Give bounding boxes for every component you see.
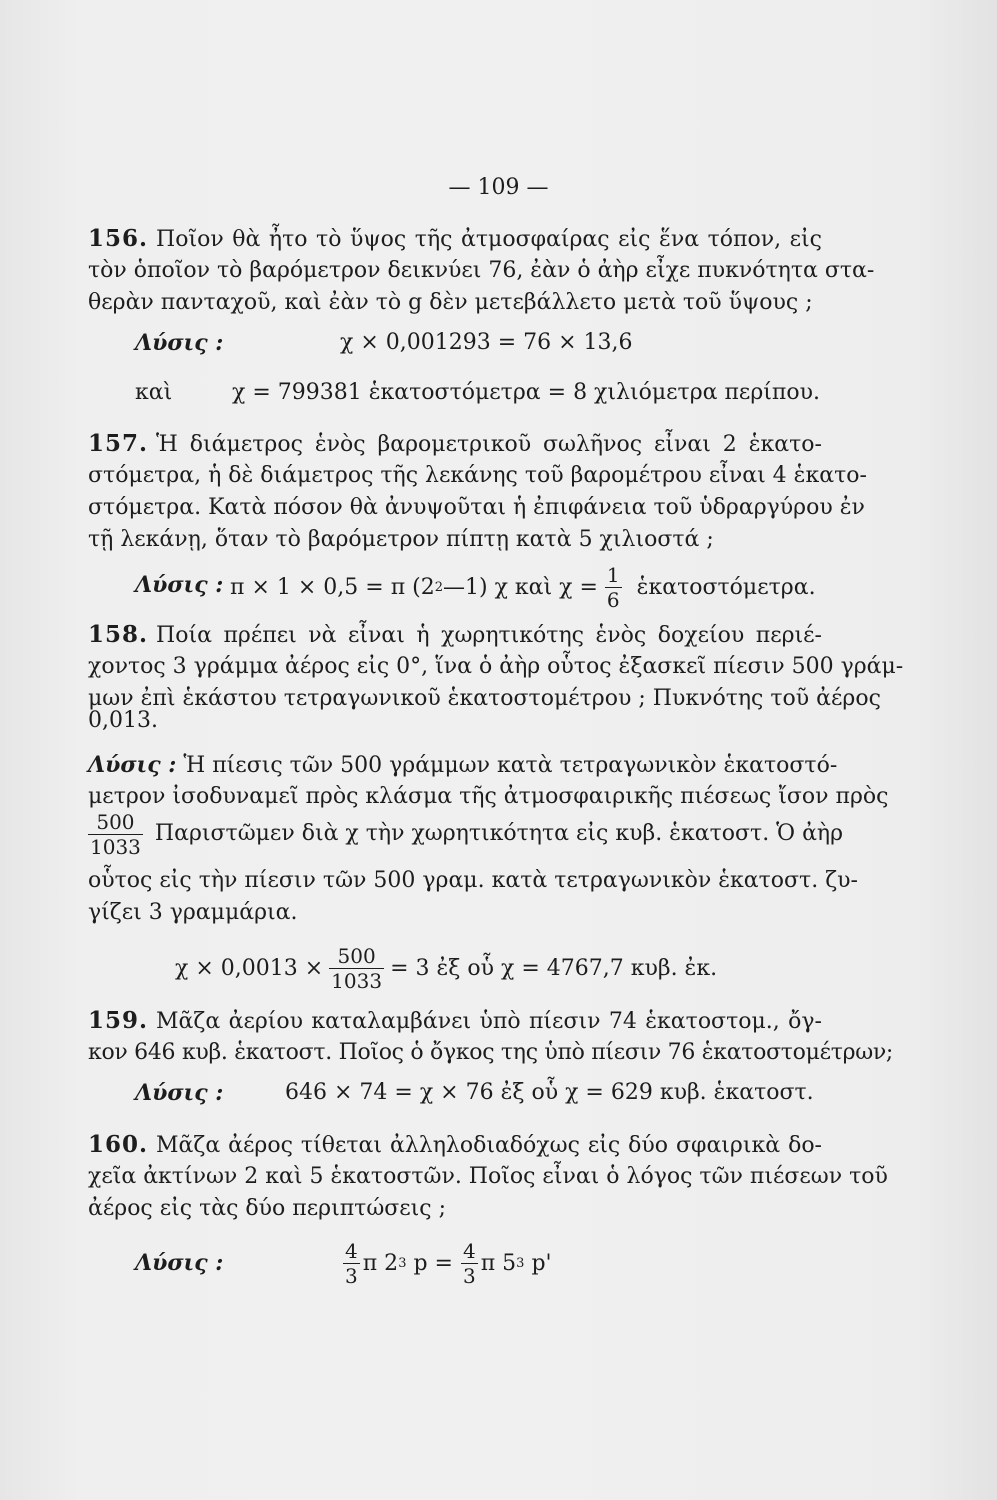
fraction-500-1033: $\frac{500}{1033}$ xyxy=(331,943,383,993)
problem-number: 159. xyxy=(88,1007,149,1034)
fraction-one-sixth: $\frac{1}{6}$ xyxy=(606,562,620,612)
problem-number: 158. xyxy=(88,621,149,648)
fraction-four-thirds: $\frac{4}{3}$ xyxy=(345,1238,358,1288)
problem-number: 156. xyxy=(88,225,149,252)
solution-156-result: χ = 799381 ἑκατοστόμετρα = 8 χιλιόμετρα περίπου. xyxy=(232,380,820,405)
solution-158-line-4: οὗτος εἰς τὴν πίεσιν τῶν 500 γραμ. κατὰ τετραγωνικὸν ἑκατοστ. ζυ- xyxy=(88,868,858,893)
solution-label: Λύσις : xyxy=(88,752,177,778)
solution-158-line-3: $\frac{500}{1033}$ Παριστῶμεν διὰ χ τὴν χωρητικότητα εἰς κυβ. ἑκατοστ. Ὁ ἀὴρ xyxy=(90,809,844,859)
problem-number: 160. xyxy=(88,1131,149,1158)
solution-158-line-5: γίζει 3 γραμμάρια. xyxy=(88,900,298,925)
solution-label: Λύσις : xyxy=(135,572,224,598)
problem-158-line-3: μων ἐπὶ ἑκάστου τετραγωνικοῦ ἑκατοστομέτρου ; Πυκνότης τοῦ ἀέρος xyxy=(88,686,881,711)
solution-158-equation: χ × 0,0013 × $\frac{500}{1033}$ = 3 ἐξ οὗ χ = 4767,7 κυβ. ἐκ. xyxy=(175,943,718,993)
problem-158-line-4: 0,013. xyxy=(88,708,158,733)
fraction-four-thirds: $\frac{4}{3}$ xyxy=(462,1238,476,1288)
problem-158-line-2: χοντος 3 γράμμα ἀέρος εἰς 0°, ἵνα ὁ ἀὴρ οὗτος ἐξασκεῖ πίεσιν 500 γράμ- xyxy=(88,654,904,679)
problem-157-line-4: τῇ λεκάνῃ, ὅταν τὸ βαρόμετρον πίπτῃ κατὰ 5 χιλιοστά ; xyxy=(88,527,714,552)
problem-number: 157. xyxy=(88,430,149,457)
problem-156-line-2: τὸν ὁποῖον τὸ βαρόμετρον δεικνύει 76, ἐὰν ὁ ἀὴρ εἶχε πυκνότητα στα- xyxy=(88,258,875,283)
problem-156-line-1: 156. Ποῖον θὰ ἦτο τὸ ὕψος τῆς ἀτμοσφαίρας εἰς ἕνα τόπον, εἰς xyxy=(88,225,822,252)
kai-label: καὶ xyxy=(135,380,173,405)
problem-160-line-3: ἀέρος εἰς τὰς δύο περιπτώσεις ; xyxy=(88,1196,447,1221)
problem-159-line-2: κον 646 κυβ. ἑκατοστ. Ποῖος ὁ ὄγκος της ὑπὸ πίεσιν 76 ἑκατοστομέτρων; xyxy=(88,1040,894,1065)
solution-158-line-2: μετρον ἰσοδυναμεῖ πρὸς κλάσμα τῆς ἀτμοσφαιρικῆς πιέσεως ἴσον πρὸς xyxy=(88,784,889,809)
problem-160-line-2: χεῖα ἀκτίνων 2 καὶ 5 ἑκατοστῶν. Ποῖος εἶναι ὁ λόγος τῶν πιέσεων τοῦ xyxy=(88,1164,888,1189)
solution-158-line-1: Λύσις : Ἡ πίεσις τῶν 500 γράμμων κατὰ τετραγωνικὸν ἑκατοστό- xyxy=(88,752,838,778)
fraction-500-1033: $\frac{500}{1033}$ xyxy=(90,809,141,859)
solution-label: Λύσις : xyxy=(135,1080,224,1106)
solution-159-equation: 646 × 74 = χ × 76 ἐξ οὗ χ = 629 κυβ. ἑκατοστ. xyxy=(285,1080,814,1105)
problem-156-line-3: θερὰν πανταχοῦ, καὶ ἐὰν τὸ g δὲν μετεβάλλετο μετὰ τοῦ ὕψους ; xyxy=(88,290,813,315)
problem-157-line-1: 157. Ἡ διάμετρος ἑνὸς βαρομετρικοῦ σωλῆνος εἶναι 2 ἑκατο- xyxy=(88,430,822,457)
problem-157-line-2: στόμετρα, ἡ δὲ διάμετρος τῆς λεκάνης τοῦ βαρομέτρου εἶναι 4 ἑκατο- xyxy=(88,463,867,488)
problem-160-line-1: 160. Μᾶζα ἀέρος τίθεται ἀλληλοδιαδόχως εἰς δύο σφαιρικὰ δο- xyxy=(88,1131,822,1158)
problem-157-line-3: στόμετρα. Κατὰ πόσον θὰ ἀνυψοῦται ἡ ἐπιφάνεια τοῦ ὑδραργύρου ἐν xyxy=(88,495,865,520)
solution-label: Λύσις : xyxy=(135,330,224,356)
solution-156-equation: χ × 0,001293 = 76 × 13,6 xyxy=(340,330,633,355)
problem-158-line-1: 158. Ποία πρέπει νὰ εἶναι ἡ χωρητικότης ἑνὸς δοχείου περιέ- xyxy=(88,621,822,648)
solution-157-equation: π × 1 × 0,5 = π (2 2 —1) χ καὶ χ = $\frac{1}{6}$ ἑκατοστόμετρα. xyxy=(230,562,816,612)
page-number: — 109 — xyxy=(448,175,549,200)
solution-160-equation: $\frac{4}{3}$ π 2 3 p = $\frac{4}{3}$ π 5 3 p' xyxy=(345,1238,552,1288)
problem-159-line-1: 159. Μᾶζα ἀερίου καταλαμβάνει ὑπὸ πίεσιν 74 ἑκατοστομ., ὄγ- xyxy=(88,1007,822,1034)
solution-label: Λύσις : xyxy=(135,1250,224,1276)
